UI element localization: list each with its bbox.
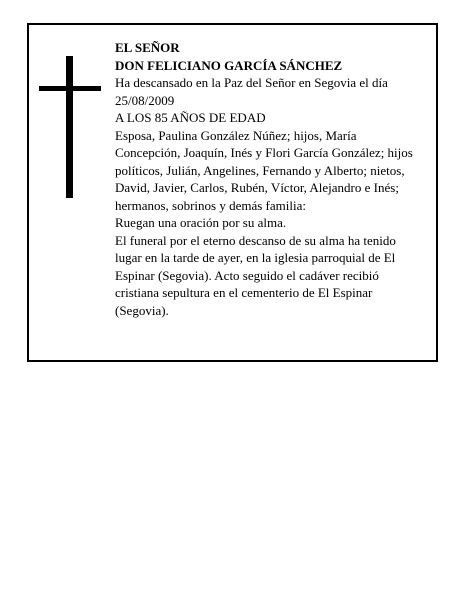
deceased-name: DON FELICIANO GARCÍA SÁNCHEZ — [115, 57, 343, 73]
cross-icon — [39, 56, 101, 198]
death-statement: Ha descansado en la Paz del Señor en Segovia el día 25/08/2009 — [115, 75, 388, 108]
obituary-text — [115, 39, 420, 319]
family-list: Esposa, Paulina González Núñez; hijos, María Concepción, Joaquín, Inés y Flori García González; hijos políticos, Julián, Angelines, Fernando y Alberto; nietos, David, Javier, Carlos, Rubén, Víctor, Alejandro e Inés; hermanos, sobrinos y demás familia: — [115, 127, 413, 213]
cross-horizontal-bar — [39, 86, 101, 91]
prayer-request: Ruegan una oración por su alma. — [115, 215, 287, 230]
deceased-title: EL SEÑOR — [115, 40, 180, 55]
funeral-details: El funeral por el eterno descanso de su alma ha tenido lugar en la tarde de ayer, en la iglesia parroquial de El Espinar (Segovia). Acto seguido el cadáver recibió cristiana sepultura en el cementerio de El Espinar (Segovia). — [115, 232, 396, 318]
cross-vertical-bar — [66, 56, 73, 198]
age-statement: A LOS 85 AÑOS DE EDAD — [115, 110, 266, 125]
obituary-notice — [27, 23, 438, 362]
